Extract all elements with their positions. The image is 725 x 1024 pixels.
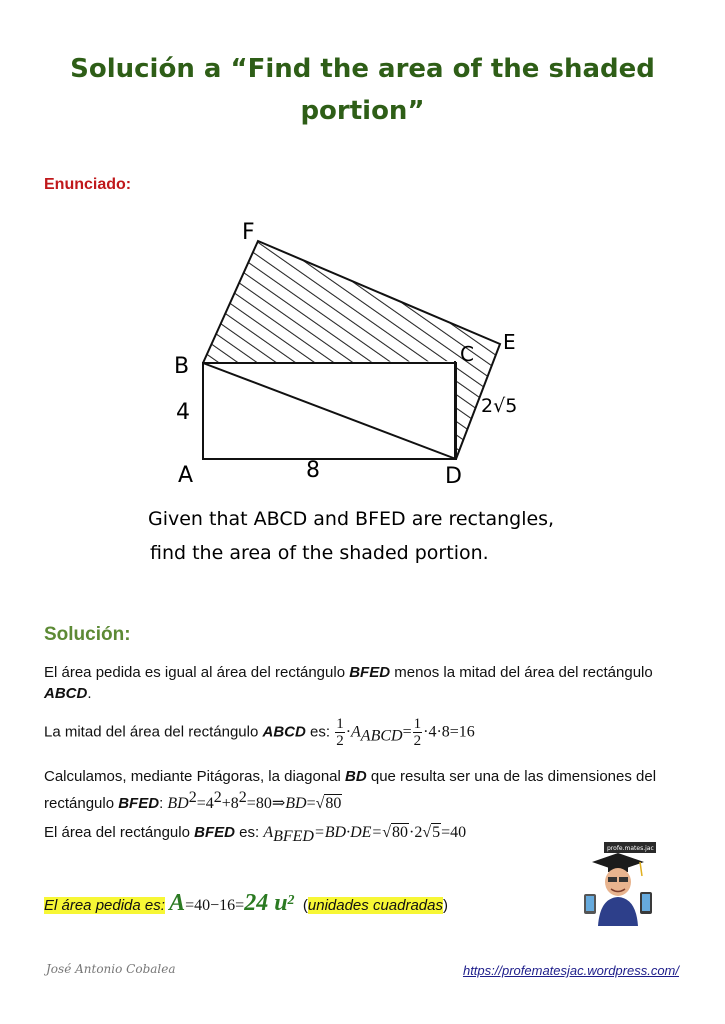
answer-value: 24 u (244, 890, 288, 916)
label-side-de: 2√5 (481, 395, 518, 417)
caption-line-1: Given that ABCD and BFED are rectangles, (148, 508, 555, 530)
answer-units-note: unidades cuadradas (307, 897, 443, 914)
footer-link[interactable]: https://profematesjac.wordpress.com/ (462, 963, 679, 978)
paragraph-1: El área pedida es igual al área del rectángulo BFED menos la mitad del área del rectángulo ABCD. (44, 664, 653, 702)
paragraph-4: El área del rectángulo BFED es: $A_{BFED}=BD\cdot DE=√80\cdot 2√5=40$ (44, 824, 467, 845)
profe-avatar-icon (578, 842, 658, 926)
label-side-ad: 8 (306, 458, 320, 483)
paragraph-3: Calculamos, mediante Pitágoras, la diagonal BD que resulta ser una de las dimensiones del rectángulo BFED: $BD^2=4^2+8^2=80\Rightarrow BD=√80$ (44, 768, 657, 812)
label-C: C (460, 342, 474, 366)
answer-label: El área pedida es: (44, 897, 165, 914)
svg-text:profe.mates.jac: profe.mates.jac (607, 845, 654, 852)
footer-author: José Antonio Cobalea (46, 962, 176, 976)
answer-line: El área pedida es: A=40−16=24 $u^2$ (unidades cuadradas) (44, 890, 448, 916)
solucion-heading: Solución: (44, 624, 131, 645)
enunciado-heading: Enunciado: (44, 176, 132, 193)
page-title: Solución a “Find the area of the shaded portion” (70, 54, 655, 126)
label-side-ab: 4 (176, 400, 190, 425)
label-D: D (445, 464, 462, 489)
problem-figure (130, 207, 595, 585)
geometry-diagram (130, 207, 595, 585)
label-E: E (503, 330, 516, 354)
label-F: F (242, 220, 255, 245)
label-A: A (178, 463, 194, 488)
paragraph-2: La mitad del área del rectángulo ABCD es: $\frac{1}{2}$ $\cdot A_{ABCD}=$ $\frac{1}{2}$ ·4·8=16 (44, 716, 475, 749)
label-B: B (174, 354, 190, 379)
fraction-one-half: $\frac{1}{2}$ (336, 716, 344, 749)
caption-line-2: find the area of the shaded portion. (150, 542, 489, 564)
